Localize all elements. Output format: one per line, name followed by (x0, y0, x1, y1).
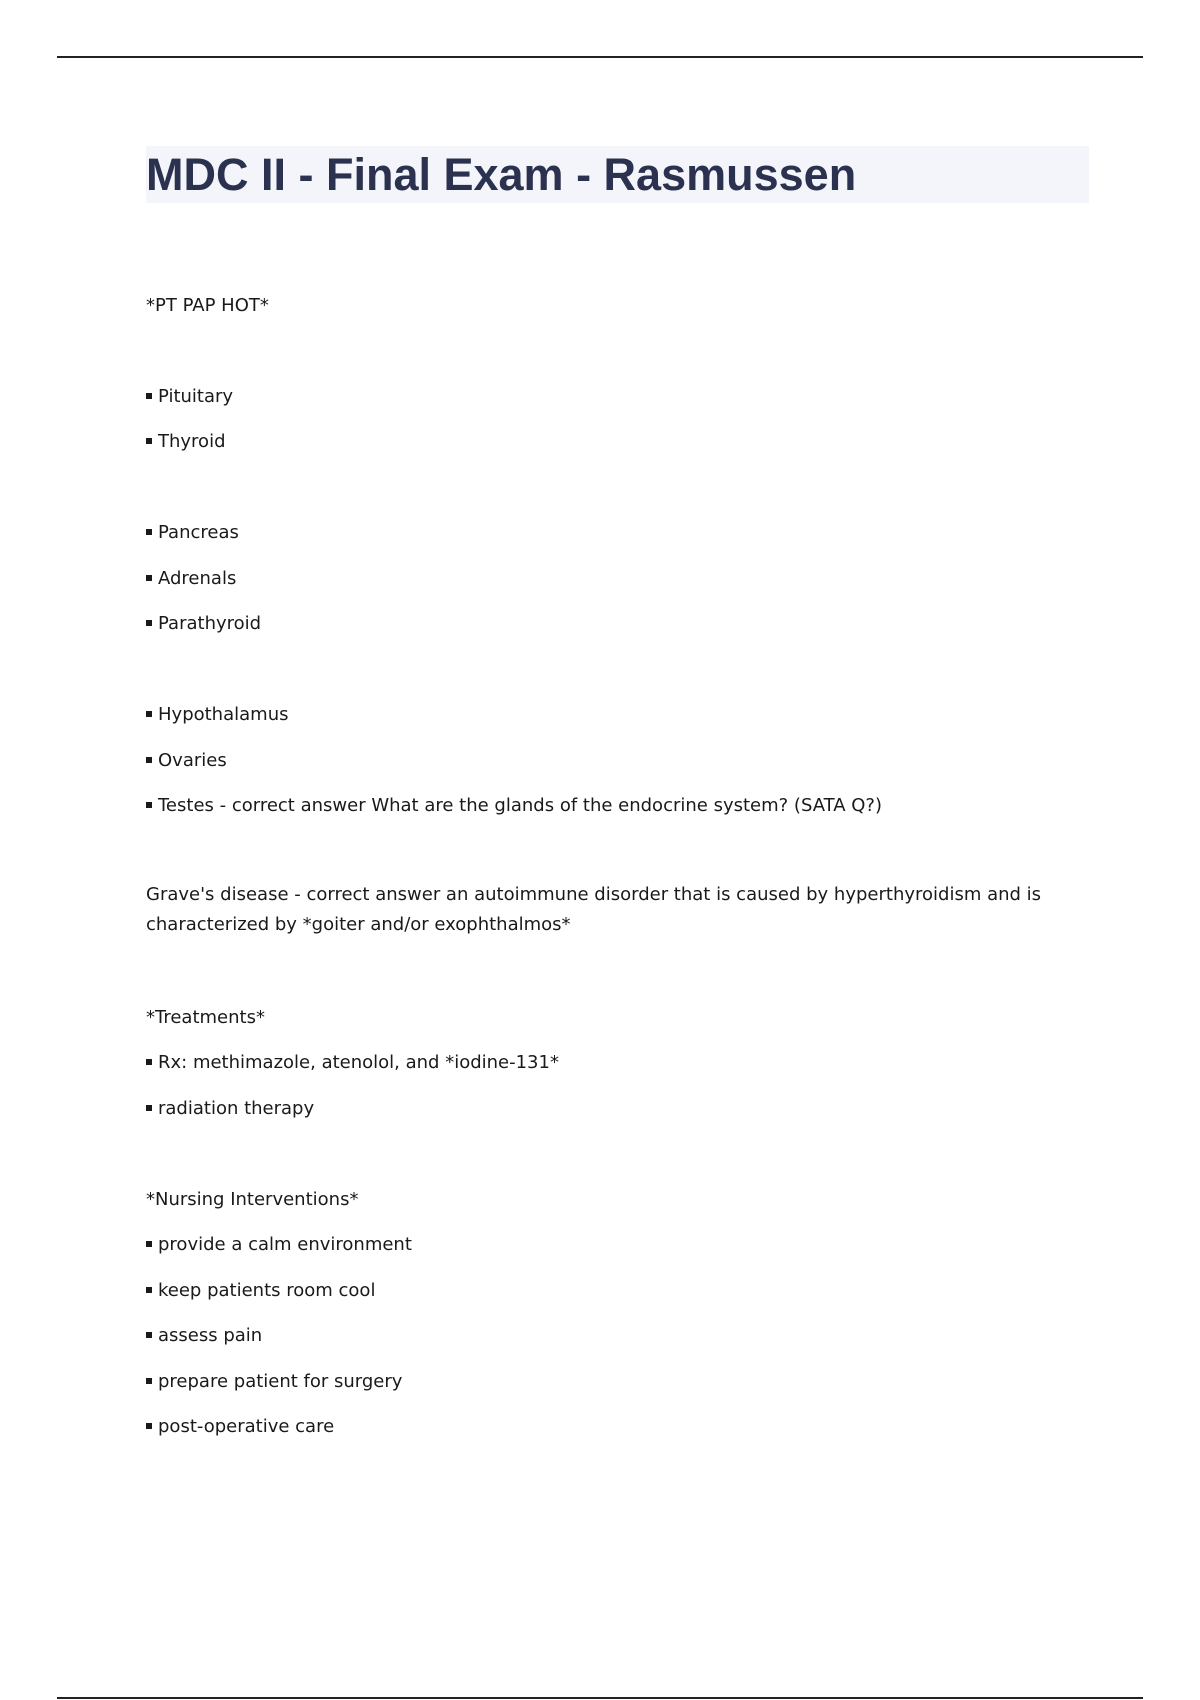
gland-ovaries: Ovaries (158, 750, 227, 771)
bullet-icon (146, 438, 152, 444)
bullet-icon (146, 620, 152, 626)
gland-adrenals: Adrenals (158, 568, 237, 589)
bullet-icon (146, 711, 152, 717)
bullet-icon (146, 575, 152, 581)
top-rule (57, 56, 1143, 58)
bullet-icon (146, 1287, 152, 1293)
list-item (146, 746, 227, 776)
bullet-icon (146, 757, 152, 763)
gland-testes-answer: Testes - correct answer What are the glands of the endocrine system? (SATA Q?) (158, 795, 882, 816)
mnemonic-line: *PT PAP HOT* (146, 295, 269, 316)
nursing-assess-pain: assess pain (158, 1325, 263, 1346)
bullet-icon (146, 802, 152, 808)
bullet-icon (146, 529, 152, 535)
nursing-heading: *Nursing Interventions* (146, 1189, 359, 1210)
list-item (146, 1094, 314, 1124)
list-item (146, 1321, 262, 1351)
list-item (146, 518, 239, 548)
list-item (146, 1412, 334, 1442)
list-item (146, 427, 226, 457)
nursing-calm-environment: provide a calm environment (158, 1234, 412, 1255)
bullet-icon (146, 1105, 152, 1111)
graves-disease-paragraph: Grave's disease - correct answer an autoimmune disorder that is caused by hyperthyroidism and is characterized by *goiter and/or exophthalmos* (146, 884, 1042, 935)
bullet-icon (146, 1423, 152, 1429)
document-title: MDC II - Final Exam - Rasmussen (146, 149, 857, 200)
bottom-rule (57, 1697, 1143, 1699)
list-item (146, 1230, 412, 1260)
bullet-icon (146, 1378, 152, 1384)
list-item (146, 1367, 402, 1397)
treatments-heading: *Treatments* (146, 1007, 265, 1028)
treatment-rx: Rx: methimazole, atenolol, and *iodine-131* (158, 1052, 559, 1073)
gland-parathyroid: Parathyroid (158, 613, 262, 634)
list-item (146, 1276, 375, 1306)
gland-thyroid: Thyroid (158, 431, 226, 452)
treatment-radiation: radiation therapy (158, 1098, 315, 1119)
nursing-room-cool: keep patients room cool (158, 1280, 376, 1301)
list-item (146, 1048, 559, 1078)
list-item (146, 700, 288, 730)
list-item (146, 791, 882, 821)
list-item (146, 609, 261, 639)
bullet-icon (146, 393, 152, 399)
bullet-icon (146, 1332, 152, 1338)
list-item (146, 564, 236, 594)
nursing-post-op-care: post-operative care (158, 1416, 335, 1437)
gland-pancreas: Pancreas (158, 522, 239, 543)
bullet-icon (146, 1059, 152, 1065)
bullet-icon (146, 1241, 152, 1247)
nursing-prepare-surgery: prepare patient for surgery (158, 1371, 403, 1392)
gland-hypothalamus: Hypothalamus (158, 704, 289, 725)
gland-pituitary: Pituitary (158, 386, 234, 407)
list-item (146, 382, 233, 412)
